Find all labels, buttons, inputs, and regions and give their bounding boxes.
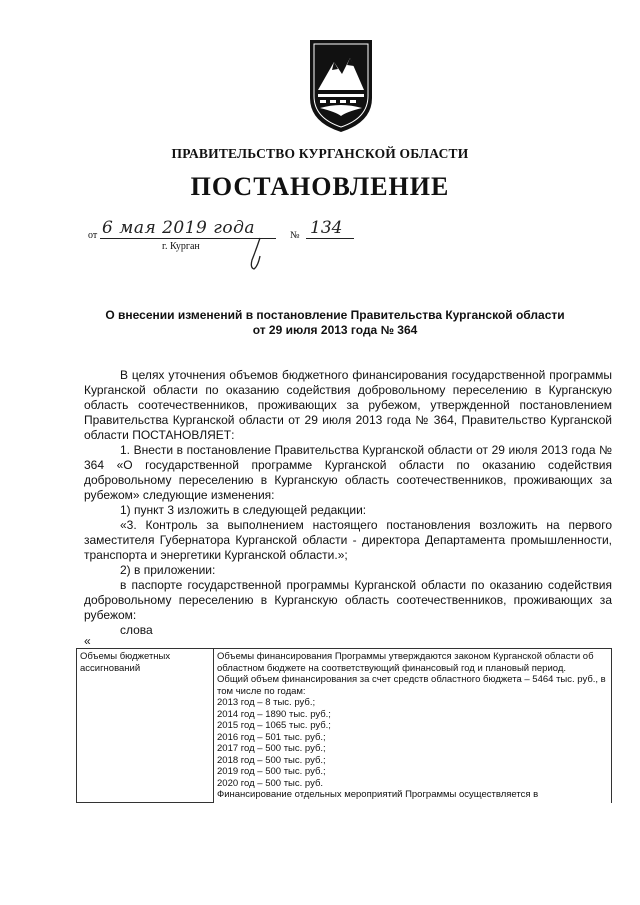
title-line-1: О внесении изменений в постановление Правительства Курганской области [105, 308, 565, 322]
financing-table [76, 648, 612, 803]
paragraph-subitem-1: 1) пункт 3 изложить в следующей редакции: [120, 503, 367, 517]
table-line: 2013 год – 8 тыс. руб.; [217, 697, 316, 708]
paragraph-quote-3: «3. Контроль за выполнением настоящего постановления возложить на первого заместителя Губернатора Курганской области - директора Департамента промышленности, транспорта и энергетики Курганской области.»; [84, 518, 612, 562]
table-row [77, 649, 612, 803]
paragraph-words: слова [120, 623, 153, 637]
table-line: Финансирование отдельных мероприятий Программы осуществляется в [217, 789, 539, 800]
number-sign: № [290, 230, 300, 241]
paragraph-preamble: В целях уточнения объемов бюджетного финансирования государственной программы Курганской области по оказанию содействия добровольному переселению в Курганскую область соотечественников, проживающих за рубежом, утвержденной постановлением Правительства Курганской области от 29 июля 2013 года № 364, Правительство Курганской области ПОСТАНОВЛЯЕТ: [84, 368, 612, 442]
date-prefix: от [88, 230, 98, 241]
table-line: 2020 год – 500 тыс. руб. [217, 777, 324, 789]
quote-open-mark: « [84, 634, 91, 648]
table-line: 2019 год – 500 тыс. руб.; [217, 766, 326, 777]
date-line [88, 218, 378, 258]
document-type: ПОСТАНОВЛЕНИЕ [190, 172, 450, 201]
city: г. Курган [162, 241, 200, 252]
handwritten-date: 6 мая 2019 года [102, 218, 256, 238]
document-title [60, 308, 610, 338]
number-underline [306, 238, 354, 239]
table-line: 2015 год – 1065 тыс. руб.; [217, 720, 331, 731]
government-name: ПРАВИТЕЛЬСТВО КУРГАНСКОЙ ОБЛАСТИ [171, 146, 469, 161]
document-body [84, 368, 612, 638]
table-label-cell: Объемы бюджетных ассигнований [77, 649, 214, 803]
handwritten-number: 134 [310, 218, 343, 238]
title-line-2: от 29 июля 2013 года № 364 [252, 323, 418, 337]
pen-stroke-icon [238, 236, 278, 272]
table-value-cell [214, 649, 612, 803]
table-line: Общий объем финансирования за счет средств областного бюджета – 5464 тыс. руб., в том числе по годам: [217, 674, 606, 697]
paragraph-passport: в паспорте государственной программы Курганской области по оказанию содействия добровольному переселению в Курганскую область соотечественников, проживающих за рубежом: [84, 578, 612, 622]
paragraph-subitem-2: 2) в приложении: [120, 563, 216, 577]
paragraph-item-1: 1. Внести в постановление Правительства Курганской области от 29 июля 2013 года № 364 «О государственной программе Курганской области по оказанию содействия добровольному переселению в Курганскую область соотечественников, проживающих за рубежом» следующие изменения: [84, 443, 612, 502]
table-line: 2017 год – 500 тыс. руб.; [217, 743, 326, 754]
table-line: Объемы финансирования Программы утверждаются законом Курганской области об областном бюджете на соответствующий финансовый год и плановый период. [217, 651, 594, 674]
table-line: 2014 год – 1890 тыс. руб.; [217, 708, 331, 720]
table-line: 2018 год – 500 тыс. руб.; [217, 754, 326, 766]
table-line: 2016 год – 501 тыс. руб.; [217, 731, 326, 743]
coat-of-arms-icon [306, 38, 376, 134]
